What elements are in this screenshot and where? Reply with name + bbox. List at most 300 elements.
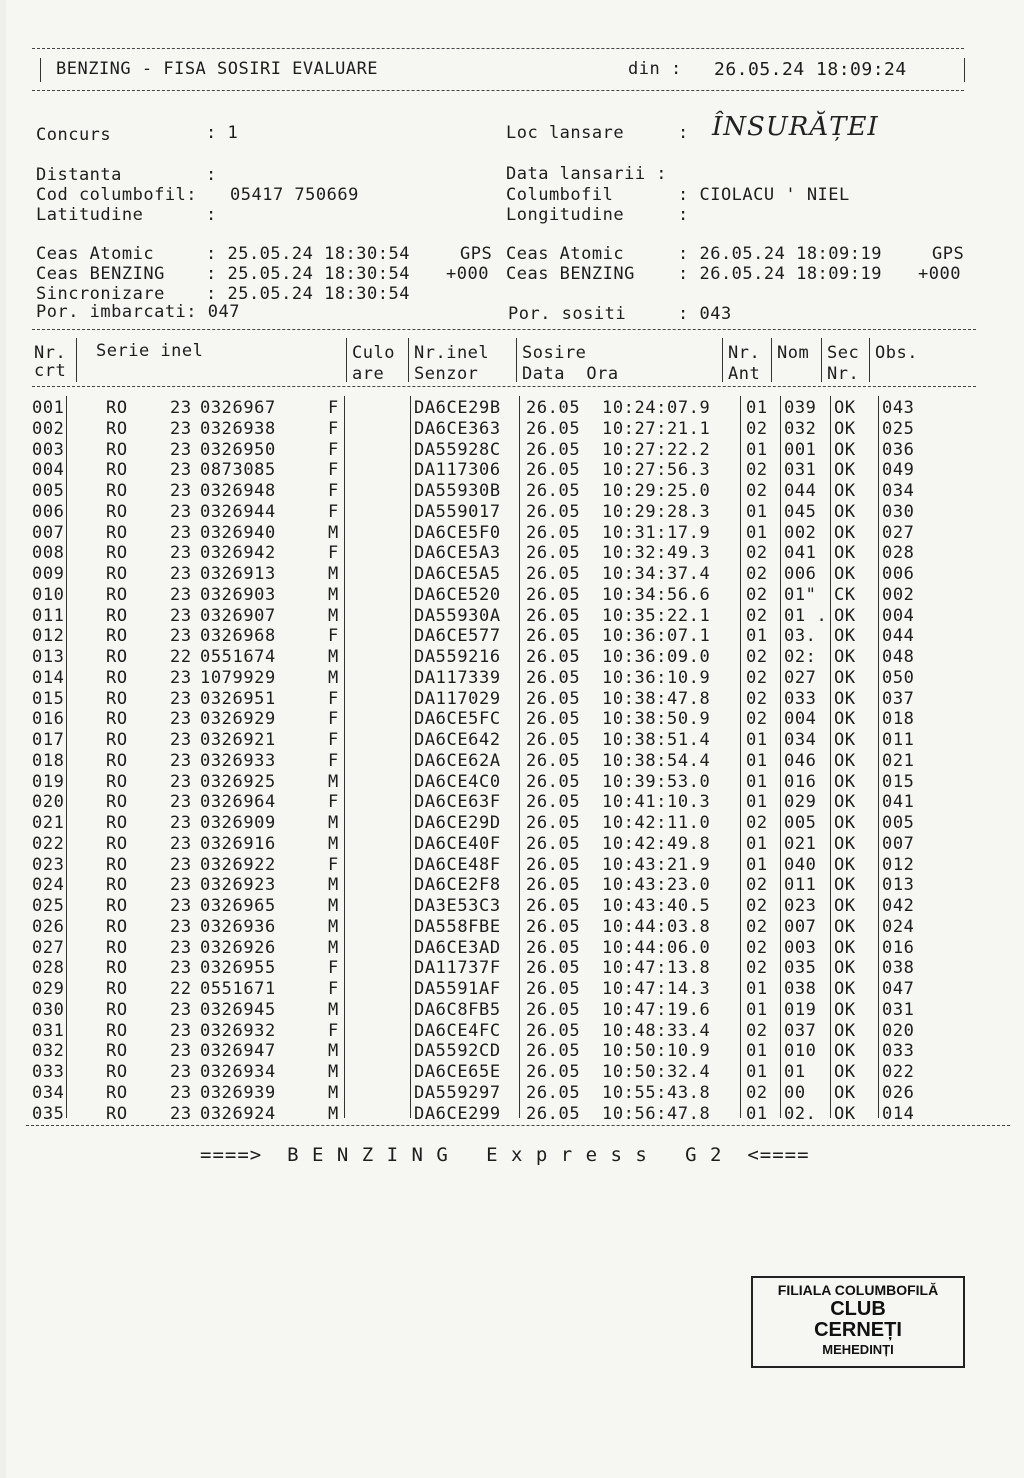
- row-ant: 02: [746, 813, 768, 833]
- din-label: din :: [628, 59, 682, 79]
- row-date: 26.05: [526, 730, 581, 750]
- row-date: 26.05: [526, 1103, 581, 1124]
- row-nom: 016: [784, 771, 817, 792]
- row-ring: 0326965: [200, 896, 276, 916]
- row-sex: F: [328, 709, 339, 730]
- row-senzor: DA6CE5FC: [414, 709, 501, 730]
- stamp-line1: FILIALA COLUMBOFILĂ: [777, 1282, 939, 1298]
- row-obs: 030: [882, 501, 915, 522]
- row-time: 10:44:03.8: [602, 916, 711, 937]
- stamp-line2: CLUB: [830, 1298, 886, 1320]
- row-ring: 0326950: [200, 439, 276, 460]
- row-date: 26.05: [526, 481, 581, 501]
- row-obs: 018: [882, 709, 915, 730]
- row-country: RO: [106, 916, 128, 937]
- row-senzor: DA558FBE: [414, 916, 501, 937]
- row-sex: M: [328, 875, 339, 896]
- row-obs: 047: [882, 979, 915, 999]
- right-clock-benzing-label: Ceas BENZING: [506, 264, 635, 284]
- row-sex: F: [328, 501, 339, 522]
- row-ant: 01: [746, 833, 768, 854]
- row-sec: OK: [834, 605, 856, 626]
- row-date: 26.05: [526, 709, 581, 730]
- body-sep-sec: [878, 396, 879, 1118]
- row-sex: M: [328, 1082, 339, 1103]
- right-clock-benzing-value: : 26.05.24 18:09:19: [678, 264, 882, 284]
- row-year: 23: [170, 875, 192, 896]
- row-country: RO: [106, 1082, 128, 1103]
- row-time: 10:39:53.0: [602, 771, 711, 792]
- row-obs: 015: [882, 771, 915, 792]
- latitudine-label: Latitudine: [36, 205, 144, 225]
- row-ring: 0326944: [200, 501, 276, 522]
- row-sex: M: [328, 667, 339, 688]
- row-date: 26.05: [526, 833, 581, 854]
- row-nom: 003: [784, 937, 817, 958]
- row-senzor: DA5591AF: [414, 979, 501, 999]
- row-nom: 035: [784, 958, 817, 979]
- row-date: 26.05: [526, 626, 581, 647]
- row-ring: 0326923: [200, 875, 276, 896]
- col-nrinel-line1: Nr.inel: [414, 343, 490, 363]
- row-senzor: DA117339: [414, 667, 501, 688]
- row-nr: 010: [32, 584, 65, 605]
- row-ant: 01: [746, 979, 768, 999]
- row-ring: 0326924: [200, 1103, 276, 1124]
- row-year: 23: [170, 398, 192, 418]
- row-obs: 043: [882, 398, 915, 418]
- row-year: 23: [170, 564, 192, 584]
- body-sep-ant: [780, 396, 781, 1118]
- row-obs: 037: [882, 688, 915, 709]
- row-year: 23: [170, 543, 192, 564]
- row-country: RO: [106, 667, 128, 688]
- row-obs: 004: [882, 605, 915, 626]
- row-nr: 006: [32, 501, 65, 522]
- row-obs: 002: [882, 584, 915, 605]
- row-nr: 021: [32, 813, 65, 833]
- row-sex: F: [328, 1020, 339, 1041]
- sincronizare-value: : 25.05.24 18:30:54: [206, 284, 410, 304]
- row-sex: M: [328, 1062, 339, 1082]
- row-date: 26.05: [526, 937, 581, 958]
- row-year: 23: [170, 730, 192, 750]
- row-senzor: DA3E53C3: [414, 896, 501, 916]
- row-date: 26.05: [526, 896, 581, 916]
- row-country: RO: [106, 833, 128, 854]
- row-country: RO: [106, 709, 128, 730]
- row-country: RO: [106, 750, 128, 771]
- hdr-sep: [869, 338, 870, 382]
- row-obs: 044: [882, 626, 915, 647]
- row-time: 10:38:47.8: [602, 688, 711, 709]
- row-sec: OK: [834, 1082, 856, 1103]
- row-time: 10:42:49.8: [602, 833, 711, 854]
- row-obs: 034: [882, 481, 915, 501]
- row-senzor: DA6CE3AD: [414, 937, 501, 958]
- row-year: 23: [170, 605, 192, 626]
- row-senzor: DA6CE5F0: [414, 522, 501, 543]
- row-year: 22: [170, 647, 192, 667]
- row-year: 23: [170, 584, 192, 605]
- col-nr-line1: Nr.: [34, 343, 67, 363]
- row-sec: OK: [834, 481, 856, 501]
- row-ant: 01: [746, 999, 768, 1020]
- row-nom: 046: [784, 750, 817, 771]
- table-bottom-rule: [26, 1125, 1010, 1126]
- row-sex: F: [328, 750, 339, 771]
- row-senzor: DA6CE65E: [414, 1062, 501, 1082]
- left-clock-benzing-label: Ceas BENZING: [36, 264, 165, 284]
- row-senzor: DA559216: [414, 647, 501, 667]
- row-senzor: DA559017: [414, 501, 501, 522]
- row-senzor: DA55928C: [414, 439, 501, 460]
- row-nr: 034: [32, 1082, 65, 1103]
- row-date: 26.05: [526, 543, 581, 564]
- row-time: 10:48:33.4: [602, 1020, 711, 1041]
- row-nr: 009: [32, 564, 65, 584]
- row-year: 23: [170, 688, 192, 709]
- row-ring: 0326907: [200, 605, 276, 626]
- row-time: 10:29:28.3: [602, 501, 711, 522]
- row-time: 10:31:17.9: [602, 522, 711, 543]
- row-obs: 022: [882, 1062, 915, 1082]
- row-sec: OK: [834, 916, 856, 937]
- row-sec: OK: [834, 771, 856, 792]
- row-ant: 01: [746, 626, 768, 647]
- row-ring: 0326947: [200, 1041, 276, 1062]
- row-ant: 02: [746, 688, 768, 709]
- row-sec: OK: [834, 813, 856, 833]
- row-time: 10:27:21.1: [602, 418, 711, 439]
- col-sec-line2: Nr.: [827, 364, 860, 384]
- row-sec: OK: [834, 460, 856, 481]
- row-sex: M: [328, 937, 339, 958]
- row-sex: M: [328, 605, 339, 626]
- row-nr: 020: [32, 792, 65, 813]
- row-time: 10:34:56.6: [602, 584, 711, 605]
- row-obs: 011: [882, 730, 915, 750]
- row-year: 23: [170, 522, 192, 543]
- row-nr: 008: [32, 543, 65, 564]
- loc-lansare-label: Loc lansare: [506, 123, 625, 143]
- row-date: 26.05: [526, 460, 581, 481]
- row-obs: 049: [882, 460, 915, 481]
- row-year: 23: [170, 999, 192, 1020]
- row-date: 26.05: [526, 1082, 581, 1103]
- row-year: 23: [170, 501, 192, 522]
- row-nr: 003: [32, 439, 65, 460]
- row-obs: 016: [882, 937, 915, 958]
- row-nr: 002: [32, 418, 65, 439]
- row-senzor: DA117306: [414, 460, 501, 481]
- row-obs: 038: [882, 958, 915, 979]
- row-nom: 001: [784, 439, 817, 460]
- row-nom: 023: [784, 896, 817, 916]
- distanta-value: :: [206, 165, 217, 185]
- col-nom: Nom: [777, 343, 810, 363]
- row-date: 26.05: [526, 916, 581, 937]
- report-datetime: 26.05.24 18:09:24: [714, 59, 907, 80]
- row-date: 26.05: [526, 667, 581, 688]
- row-date: 26.05: [526, 605, 581, 626]
- row-sec: OK: [834, 999, 856, 1020]
- row-country: RO: [106, 647, 128, 667]
- row-ring: 0326903: [200, 584, 276, 605]
- row-time: 10:38:54.4: [602, 750, 711, 771]
- row-sec: OK: [834, 875, 856, 896]
- row-date: 26.05: [526, 647, 581, 667]
- row-sex: M: [328, 896, 339, 916]
- col-obs: Obs.: [875, 343, 918, 363]
- hdr-sep: [76, 338, 77, 382]
- row-time: 10:41:10.3: [602, 792, 711, 813]
- left-clock-atomic-label: Ceas Atomic: [36, 244, 155, 264]
- header-bottom-rule: [32, 90, 964, 91]
- hdr-sep: [408, 338, 409, 382]
- row-time: 10:47:19.6: [602, 999, 711, 1020]
- row-sex: M: [328, 647, 339, 667]
- row-senzor: DA6CE363: [414, 418, 501, 439]
- row-nom: 01": [784, 584, 817, 605]
- row-nr: 030: [32, 999, 65, 1020]
- row-date: 26.05: [526, 979, 581, 999]
- row-ring: 0326942: [200, 543, 276, 564]
- row-ant: 01: [746, 439, 768, 460]
- row-nom: 021: [784, 833, 817, 854]
- row-senzor: DA559297: [414, 1082, 501, 1103]
- header-top-rule: [32, 48, 964, 49]
- row-ring: 0326939: [200, 1082, 276, 1103]
- row-sec: OK: [834, 1041, 856, 1062]
- col-sec-line1: Sec: [827, 343, 860, 363]
- row-country: RO: [106, 1103, 128, 1124]
- row-obs: 024: [882, 916, 915, 937]
- row-year: 22: [170, 979, 192, 999]
- right-clock-atomic-label: Ceas Atomic: [506, 244, 625, 264]
- row-time: 10:36:10.9: [602, 667, 711, 688]
- row-ant: 02: [746, 916, 768, 937]
- row-time: 10:27:22.2: [602, 439, 711, 460]
- row-senzor: DA55930B: [414, 481, 501, 501]
- row-ant: 02: [746, 958, 768, 979]
- row-ant: 02: [746, 1020, 768, 1041]
- columbofil-value: : CIOLACU ' NIEL: [678, 185, 850, 205]
- row-ant: 02: [746, 875, 768, 896]
- row-year: 23: [170, 854, 192, 875]
- row-sex: M: [328, 1103, 339, 1124]
- por-sositi-label: Por. sositi: [508, 304, 627, 324]
- cod-columbofil-label: Cod columbofil:: [36, 185, 198, 205]
- row-time: 10:27:56.3: [602, 460, 711, 481]
- row-time: 10:47:14.3: [602, 979, 711, 999]
- row-year: 23: [170, 1020, 192, 1041]
- row-time: 10:47:13.8: [602, 958, 711, 979]
- row-sec: OK: [834, 398, 856, 418]
- row-time: 10:42:11.0: [602, 813, 711, 833]
- concurs-value: : 1: [206, 123, 239, 143]
- row-country: RO: [106, 522, 128, 543]
- col-ant-line2: Ant: [728, 364, 761, 384]
- row-ring: 0326921: [200, 730, 276, 750]
- row-nr: 018: [32, 750, 65, 771]
- body-sep-sex: [344, 396, 345, 1118]
- row-ant: 01: [746, 1041, 768, 1062]
- row-ring: 0326922: [200, 854, 276, 875]
- row-senzor: DA6CE577: [414, 626, 501, 647]
- row-country: RO: [106, 854, 128, 875]
- row-year: 23: [170, 771, 192, 792]
- row-date: 26.05: [526, 1062, 581, 1082]
- left-clock-atomic-suffix: GPS: [460, 244, 493, 264]
- row-ring: 0326964: [200, 792, 276, 813]
- por-sositi-value: : 043: [678, 304, 732, 324]
- header-right-bar: [964, 58, 965, 82]
- row-senzor: DA55930A: [414, 605, 501, 626]
- row-country: RO: [106, 958, 128, 979]
- row-ring: 0326945: [200, 999, 276, 1020]
- row-nom: 005: [784, 813, 817, 833]
- table-top-rule: [32, 329, 976, 330]
- row-time: 10:56:47.8: [602, 1103, 711, 1124]
- row-sex: F: [328, 481, 339, 501]
- row-sec: OK: [834, 564, 856, 584]
- row-country: RO: [106, 979, 128, 999]
- row-year: 23: [170, 460, 192, 481]
- row-sex: F: [328, 730, 339, 750]
- hdr-sep: [771, 338, 772, 382]
- row-sec: OK: [834, 979, 856, 999]
- row-nom: 007: [784, 916, 817, 937]
- row-country: RO: [106, 813, 128, 833]
- row-date: 26.05: [526, 875, 581, 896]
- row-year: 23: [170, 813, 192, 833]
- row-ant: 01: [746, 1062, 768, 1082]
- row-sec: OK: [834, 439, 856, 460]
- row-country: RO: [106, 481, 128, 501]
- row-senzor: DA6CE40F: [414, 833, 501, 854]
- col-sosire-line1: Sosire: [522, 343, 587, 363]
- row-sec: OK: [834, 688, 856, 709]
- row-ant: 02: [746, 1082, 768, 1103]
- col-ant-line1: Nr.: [728, 343, 761, 363]
- row-nom: 02:: [784, 647, 817, 667]
- row-obs: 036: [882, 439, 915, 460]
- loc-lansare-handwritten: ÎNSURĂȚEI: [712, 112, 879, 142]
- row-nom: 011: [784, 875, 817, 896]
- row-date: 26.05: [526, 792, 581, 813]
- row-ring: 0326936: [200, 916, 276, 937]
- row-obs: 012: [882, 854, 915, 875]
- row-year: 23: [170, 709, 192, 730]
- row-nr: 026: [32, 916, 65, 937]
- row-obs: 007: [882, 833, 915, 854]
- row-time: 10:43:21.9: [602, 854, 711, 875]
- row-ring: 0326909: [200, 813, 276, 833]
- row-nom: 019: [784, 999, 817, 1020]
- body-sep-nr: [66, 396, 67, 1118]
- row-nom: 037: [784, 1020, 817, 1041]
- row-year: 23: [170, 667, 192, 688]
- header-left-bar: [40, 58, 41, 82]
- row-sec: OK: [834, 647, 856, 667]
- row-date: 26.05: [526, 1041, 581, 1062]
- row-ant: 02: [746, 937, 768, 958]
- row-nr: 013: [32, 647, 65, 667]
- row-time: 10:55:43.8: [602, 1082, 711, 1103]
- longitudine-value: :: [678, 205, 689, 225]
- row-sec: OK: [834, 1062, 856, 1082]
- row-ant: 02: [746, 667, 768, 688]
- stamp-line4: MEHEDINȚI: [822, 1342, 894, 1357]
- row-time: 10:38:51.4: [602, 730, 711, 750]
- row-year: 23: [170, 750, 192, 771]
- row-nom: 004: [784, 709, 817, 730]
- row-sex: F: [328, 418, 339, 439]
- row-sec: OK: [834, 833, 856, 854]
- row-ant: 02: [746, 418, 768, 439]
- col-culoare-line2: are: [352, 364, 385, 384]
- row-year: 23: [170, 1041, 192, 1062]
- data-lansarii-label: Data lansarii :: [506, 164, 668, 184]
- printout-page: [6, 0, 1024, 1478]
- row-nom: 032: [784, 418, 817, 439]
- left-clock-benzing-value: : 25.05.24 18:30:54: [206, 264, 410, 284]
- row-obs: 021: [882, 750, 915, 771]
- row-ant: 02: [746, 709, 768, 730]
- row-nr: 031: [32, 1020, 65, 1041]
- row-country: RO: [106, 439, 128, 460]
- row-date: 26.05: [526, 584, 581, 605]
- row-ant: 02: [746, 584, 768, 605]
- row-ring: 0326968: [200, 626, 276, 647]
- row-year: 23: [170, 896, 192, 916]
- row-obs: 031: [882, 999, 915, 1020]
- row-senzor: DA11737F: [414, 958, 501, 979]
- row-country: RO: [106, 688, 128, 709]
- row-ring: 0326929: [200, 709, 276, 730]
- row-ant: 02: [746, 481, 768, 501]
- row-time: 10:36:07.1: [602, 626, 711, 647]
- por-imbarcati: Por. imbarcati: 047: [36, 302, 240, 322]
- row-sec: OK: [834, 792, 856, 813]
- row-ring: 0326934: [200, 1062, 276, 1082]
- row-senzor: DA6CE642: [414, 730, 501, 750]
- row-obs: 042: [882, 896, 915, 916]
- row-sex: F: [328, 688, 339, 709]
- row-nom: 01 .: [784, 605, 828, 626]
- row-obs: 025: [882, 418, 915, 439]
- row-nr: 014: [32, 667, 65, 688]
- row-ring: 1079929: [200, 667, 276, 688]
- row-sex: M: [328, 999, 339, 1020]
- body-sep-nom: [830, 396, 831, 1118]
- row-year: 23: [170, 1062, 192, 1082]
- row-nom: 034: [784, 730, 817, 750]
- row-ring: 0326916: [200, 833, 276, 854]
- row-sex: M: [328, 522, 339, 543]
- row-ant: 01: [746, 730, 768, 750]
- row-nom: 00: [784, 1082, 806, 1103]
- row-nom: 01: [784, 1062, 806, 1082]
- row-date: 26.05: [526, 522, 581, 543]
- row-nr: 015: [32, 688, 65, 709]
- row-time: 10:50:10.9: [602, 1041, 711, 1062]
- right-clock-atomic-value: : 26.05.24 18:09:19: [678, 244, 882, 264]
- row-country: RO: [106, 999, 128, 1020]
- row-country: RO: [106, 564, 128, 584]
- row-date: 26.05: [526, 1020, 581, 1041]
